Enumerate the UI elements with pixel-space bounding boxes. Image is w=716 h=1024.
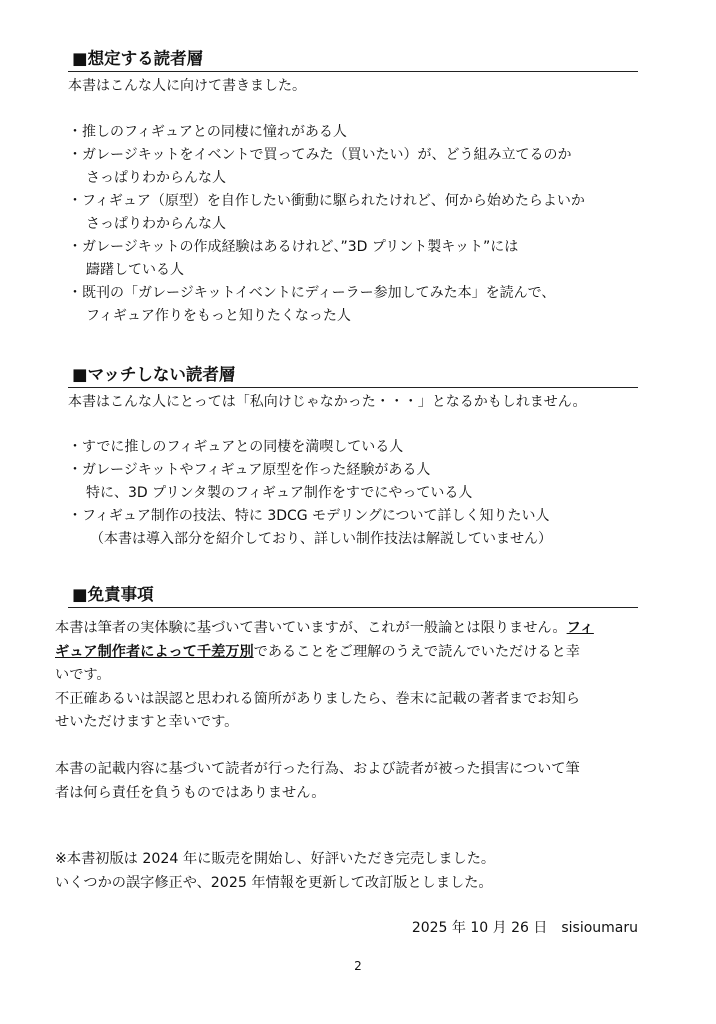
disclaimer-line: せいただけますと幸いです。 [55,714,239,730]
page-number: 2 [354,959,362,973]
section-target-readers [68,47,638,328]
disclaimer-line: 本書は筆者の実体験に基づいて書いていますが、これが一般論とは限りません。フィ [55,620,594,636]
section-heading: ■想定する読者層 [68,47,638,72]
disclaimer-body [55,617,645,805]
section-non-matching-readers [68,363,638,551]
revision-note [55,848,645,895]
section-lead: 本書はこんな人にとっては「私向けじゃなかった・・・」となるかもしれません。 [68,394,587,410]
emphasis-text: ギュア制作者によって千差万別 [55,643,254,660]
disclaimer-line: 者は何ら責任を負うものではありません。 [55,784,326,801]
section-lead: 本書はこんな人に向けて書きました。 [68,78,306,94]
signature [412,918,638,938]
list-item: ・ガレージキットをイベントで買ってみた（買いたい）が、どう組み立てるのか さっぱりわからんな人 [68,147,572,186]
section-heading: ■免責事項 [68,583,638,608]
reader-list [68,436,638,551]
list-item: ・フィギュア制作の技法、特に 3DCG モデリングについて詳しく知りたい人 （本書は導入部分を紹介しており、詳しい制作技法は解説していません） [68,508,552,547]
date-text: 2025 年 10 月 26 日 [411,920,548,936]
list-item: ・フィギュア（原型）を自作したい衝動に駆られたけれど、何から始めたらよいか さっぱりわからんな人 [68,193,585,232]
disclaimer-line: いです。 [55,667,111,683]
disclaimer-line: ギュア制作者によって千差万別であることをご理解のうえで読んでいただけると幸 [55,643,580,660]
list-item: ・既刊の「ガレージキットイベントにディーラー参加してみた本」を読んで、 フィギュア作りをもっと知りたくなった人 [68,285,556,324]
emphasis-text: フィ [566,620,594,636]
section-disclaimer [68,583,638,608]
note-line: いくつかの誤字修正や、2025 年情報を更新して改訂版としました。 [55,874,493,891]
list-item: ・推しのフィギュアとの同棲に憧れがある人 [68,124,347,140]
list-item: ・すでに推しのフィギュアとの同棲を満喫している人 [68,439,404,455]
disclaimer-line: 不正確あるいは誤認と思われる箇所がありましたら、巻末に記載の著者までお知ら [55,690,580,707]
list-item: ・ガレージキットやフィギュア原型を作った経験がある人 特に、3D プリンタ製のフィギュア制作をすでにやっている人 [68,462,473,501]
author-name: sisioumaru [561,920,638,936]
reader-list [68,121,638,328]
disclaimer-line: 本書の記載内容に基づいて読者が行った行為、および読者が被った損害について筆 [55,761,580,777]
section-heading: ■マッチしない読者層 [68,363,638,388]
list-item: ・ガレージキットの作成経験はあるけれど、”3D プリント製キット”には 躊躇している人 [68,239,519,278]
note-line: ※本書初版は 2024 年に販売を開始し、好評いただき完売しました。 [55,851,496,867]
